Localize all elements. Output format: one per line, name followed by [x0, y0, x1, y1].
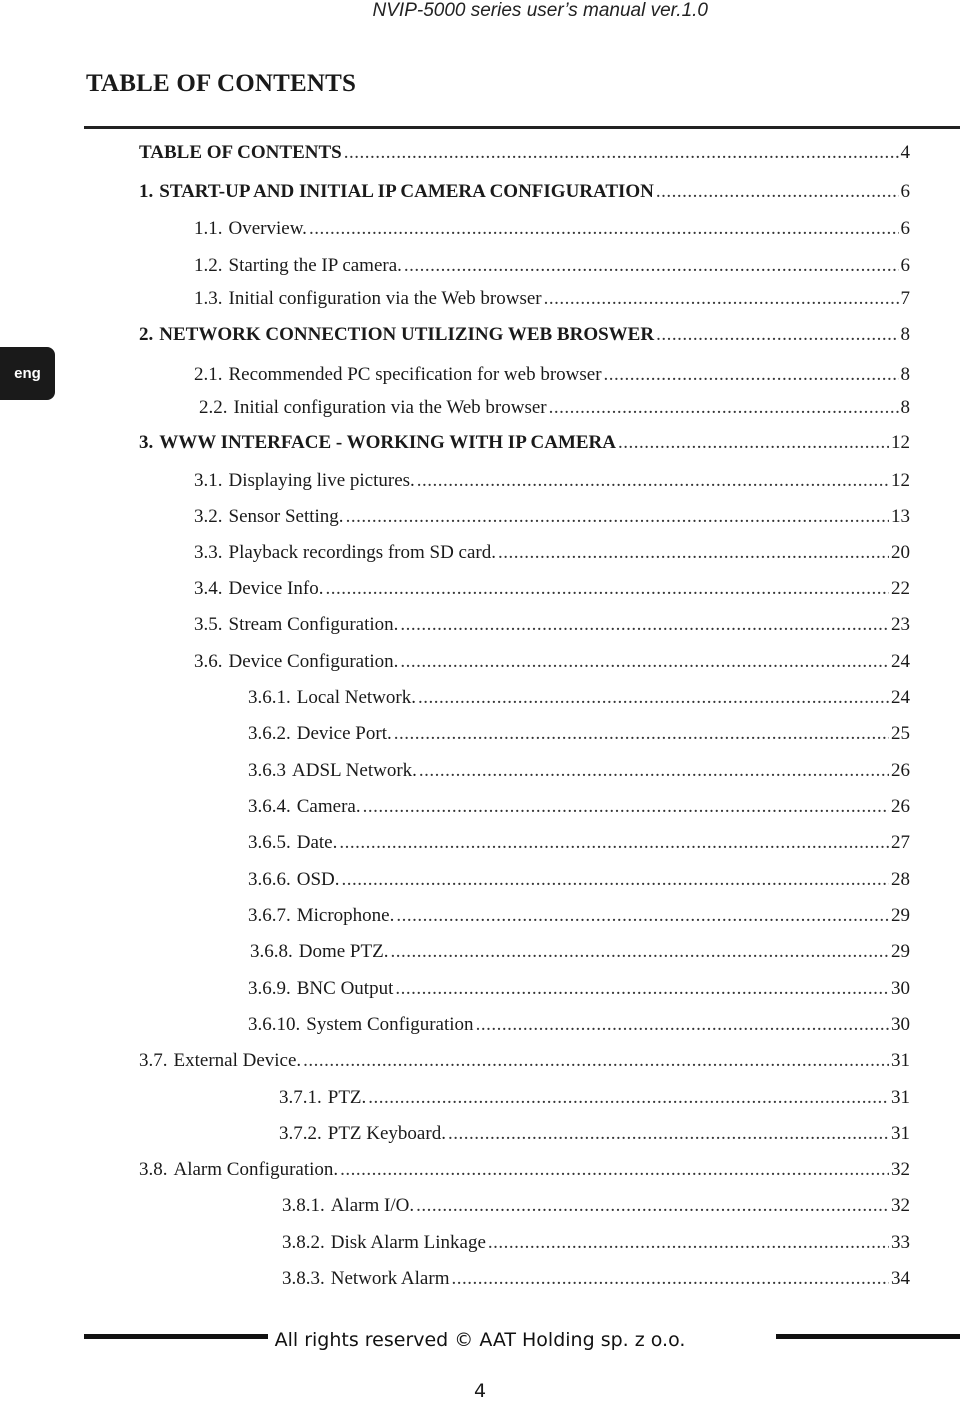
- toc-entry-title: Initial configuration via the Web browser: [233, 397, 547, 418]
- footer-copyright: All rights reserved © AAT Holding sp. z o.o.: [274, 1329, 686, 1351]
- toc-entry[interactable]: [139, 140, 910, 166]
- toc-entry-page: 4: [900, 142, 910, 163]
- toc-entry-number: 3.6.4.: [248, 796, 291, 817]
- toc-entry[interactable]: [248, 794, 910, 820]
- toc-entry[interactable]: [248, 685, 910, 711]
- page-number: 4: [473, 1380, 487, 1402]
- toc-entry[interactable]: [194, 576, 910, 602]
- toc-entry-page: 27: [891, 832, 910, 853]
- toc-entry-page: 29: [891, 941, 910, 962]
- toc-entry-title: NETWORK CONNECTION UTILIZING WEB BROSWER: [159, 324, 655, 345]
- toc-entry-label: [139, 140, 342, 166]
- toc-entry[interactable]: [282, 1230, 910, 1256]
- toc-entry-number: 1.3.: [194, 288, 223, 309]
- toc-dot-leader: [390, 939, 889, 965]
- toc-entry-title: Device Configuration.: [228, 651, 399, 672]
- toc-entry[interactable]: [248, 758, 910, 784]
- toc-entry[interactable]: [194, 540, 910, 566]
- toc-dot-leader: [618, 430, 889, 456]
- toc-entry-label: [282, 1230, 486, 1256]
- toc-entry-label: [282, 1266, 449, 1292]
- toc-entry-label: [282, 1193, 414, 1219]
- toc-dot-leader: [395, 976, 889, 1002]
- toc-entry-title: Displaying live pictures.: [228, 470, 415, 491]
- toc-entry-title: TABLE OF CONTENTS: [139, 142, 342, 163]
- toc-entry-number: 3.6.5.: [248, 832, 291, 853]
- toc-entry-number: 1.2.: [194, 255, 223, 276]
- toc-entry[interactable]: [279, 1121, 910, 1147]
- toc-entry-page: 12: [891, 470, 910, 491]
- toc-entry-page: 30: [891, 978, 910, 999]
- toc-entry-page: 6: [900, 255, 910, 276]
- toc-dot-leader: [419, 758, 889, 784]
- toc-entry-number: 1.1.: [194, 218, 223, 239]
- toc-entry-page: 26: [891, 796, 910, 817]
- toc-dot-leader: [400, 612, 889, 638]
- toc-entry[interactable]: [194, 216, 910, 242]
- toc-entry[interactable]: [199, 395, 910, 421]
- toc-entry[interactable]: [194, 362, 910, 388]
- toc-entry-label: [194, 649, 398, 675]
- toc-dot-leader: [368, 1085, 889, 1111]
- toc-entry-number: 3.6.7.: [248, 905, 291, 926]
- language-tab: eng: [0, 347, 55, 400]
- toc-entry-number: 3.1.: [194, 470, 223, 491]
- toc-entry-number: 3.6.8.: [250, 941, 293, 962]
- toc-entry[interactable]: [282, 1193, 910, 1219]
- toc-dot-leader: [544, 286, 899, 312]
- toc-entry[interactable]: [194, 253, 910, 279]
- toc-dot-leader: [448, 1121, 889, 1147]
- toc-entry-page: 7: [900, 288, 910, 309]
- header-rule: [84, 126, 960, 129]
- toc-entry-title: System Configuration: [306, 1014, 474, 1035]
- toc-entry-label: [248, 758, 417, 784]
- toc-entry-page: 22: [891, 578, 910, 599]
- toc-dot-leader: [656, 179, 899, 205]
- toc-entry-label: [248, 903, 394, 929]
- toc-entry-number: 3.6.2.: [248, 723, 291, 744]
- toc-dot-leader: [498, 540, 889, 566]
- toc-entry-page: 30: [891, 1014, 910, 1035]
- page-title: TABLE OF CONTENTS: [86, 70, 357, 97]
- toc-entry-page: 28: [891, 869, 910, 890]
- toc-entry-page: 24: [891, 651, 910, 672]
- toc-entry-label: [139, 179, 654, 205]
- toc-dot-leader: [363, 794, 889, 820]
- toc-entry-label: [139, 1048, 301, 1074]
- toc-entry[interactable]: [194, 649, 910, 675]
- toc-entry-label: [279, 1121, 446, 1147]
- toc-entry[interactable]: [248, 976, 910, 1002]
- toc-entry[interactable]: [248, 867, 910, 893]
- toc-entry-page: 29: [891, 905, 910, 926]
- toc-entry-title: BNC Output: [296, 978, 394, 999]
- toc-entry-page: 32: [891, 1195, 910, 1216]
- toc-entry-title: Alarm Configuration.: [173, 1159, 339, 1180]
- toc-dot-leader: [394, 721, 889, 747]
- toc-entry-number: 3.6.10.: [248, 1014, 301, 1035]
- toc-entry-page: 8: [900, 397, 910, 418]
- toc-entry-label: [139, 430, 616, 456]
- toc-dot-leader: [656, 322, 898, 348]
- toc-entry[interactable]: [248, 721, 910, 747]
- toc-entry[interactable]: [279, 1085, 910, 1111]
- toc-entry-label: [250, 939, 388, 965]
- toc-entry-page: 6: [900, 218, 910, 239]
- toc-entry[interactable]: [139, 322, 910, 348]
- toc-entry-label: [194, 468, 415, 494]
- toc-entry[interactable]: [248, 830, 910, 856]
- toc-entry-title: Initial configuration via the Web browser: [228, 288, 542, 309]
- toc-entry-label: [199, 395, 547, 421]
- toc-entry-title: Disk Alarm Linkage: [330, 1232, 486, 1253]
- toc-dot-leader: [549, 395, 899, 421]
- toc-entry-label: [194, 362, 602, 388]
- toc-entry-page: 34: [891, 1268, 910, 1289]
- toc-entry-title: ADSL Network.: [292, 760, 417, 781]
- toc-dot-leader: [396, 903, 889, 929]
- toc-entry-label: [279, 1085, 366, 1111]
- toc-entry-label: [248, 867, 340, 893]
- toc-dot-leader: [303, 1048, 889, 1074]
- toc-entry-number: 3.6.6.: [248, 869, 291, 890]
- toc-dot-leader: [418, 685, 889, 711]
- toc-entry-label: [248, 721, 392, 747]
- toc-entry-page: 8: [900, 324, 910, 345]
- toc-dot-leader: [344, 140, 899, 166]
- toc-dot-leader: [417, 468, 889, 494]
- toc-entry-label: [248, 685, 416, 711]
- toc-entry-label: [139, 322, 654, 348]
- toc-dot-leader: [451, 1266, 889, 1292]
- toc-entry-page: 24: [891, 687, 910, 708]
- toc-entry[interactable]: [139, 1048, 910, 1074]
- toc-entry[interactable]: [250, 939, 910, 965]
- toc-entry[interactable]: [248, 903, 910, 929]
- toc-entry-title: PTZ.: [327, 1087, 367, 1108]
- toc-entry-number: 3.8.1.: [282, 1195, 325, 1216]
- toc-entry-number: 3.7.2.: [279, 1123, 322, 1144]
- toc-entry-number: 3.3.: [194, 542, 223, 563]
- toc-entry-page: 25: [891, 723, 910, 744]
- toc-entry-number: 3.6.9.: [248, 978, 291, 999]
- toc-entry-page: 6: [900, 181, 910, 202]
- toc-entry-label: [194, 216, 307, 242]
- toc-entry-label: [194, 504, 344, 530]
- toc-entry-label: [139, 1157, 338, 1183]
- toc-entry-number: 3.4.: [194, 578, 223, 599]
- toc-entry[interactable]: [139, 430, 910, 456]
- toc-dot-leader: [340, 1157, 889, 1183]
- toc-entry-page: 13: [891, 506, 910, 527]
- toc-entry-title: Local Network.: [296, 687, 416, 708]
- toc-entry-number: 3.8.2.: [282, 1232, 325, 1253]
- toc-entry-title: Sensor Setting.: [228, 506, 344, 527]
- toc-entry-label: [194, 576, 323, 602]
- toc-dot-leader: [346, 504, 889, 530]
- toc-dot-leader: [416, 1193, 889, 1219]
- toc-entry-page: 12: [891, 432, 910, 453]
- toc-entry-label: [194, 286, 542, 312]
- toc-entry-title: Recommended PC specification for web browser: [228, 364, 602, 385]
- toc-entry-number: 2.2.: [199, 397, 228, 418]
- toc-dot-leader: [604, 362, 899, 388]
- toc-entry-number: 3.: [139, 432, 154, 453]
- toc-entry-label: [248, 976, 393, 1002]
- toc-entry-label: [248, 830, 337, 856]
- toc-entry-title: Camera.: [296, 796, 361, 817]
- toc-entry[interactable]: [282, 1266, 910, 1292]
- toc-entry-title: Device Port.: [296, 723, 392, 744]
- toc-entry-title: Date.: [296, 832, 338, 853]
- toc-entry-label: [194, 612, 398, 638]
- toc-entry-title: Overview.: [228, 218, 307, 239]
- toc-entry-title: Playback recordings from SD card.: [228, 542, 497, 563]
- toc-entry-title: External Device.: [173, 1050, 302, 1071]
- toc-dot-leader: [404, 253, 899, 279]
- toc-entry-title: Dome PTZ.: [298, 941, 389, 962]
- toc-entry-number: 3.6.: [194, 651, 223, 672]
- toc-dot-leader: [488, 1230, 889, 1256]
- toc-entry-page: 23: [891, 614, 910, 635]
- toc-entry-number: 3.8.3.: [282, 1268, 325, 1289]
- toc-entry-label: [248, 794, 361, 820]
- toc-entry-label: [194, 540, 496, 566]
- toc-entry[interactable]: [194, 612, 910, 638]
- toc-entry[interactable]: [194, 504, 910, 530]
- toc-entry-title: Microphone.: [296, 905, 395, 926]
- toc-dot-leader: [325, 576, 889, 602]
- toc-entry-page: 26: [891, 760, 910, 781]
- toc-entry-title: START-UP AND INITIAL IP CAMERA CONFIGURATION: [159, 181, 654, 202]
- toc-entry-page: 32: [891, 1159, 910, 1180]
- toc-entry-number: 3.7.: [139, 1050, 168, 1071]
- toc-dot-leader: [400, 649, 889, 675]
- toc-entry-number: 3.7.1.: [279, 1087, 322, 1108]
- toc-dot-leader: [476, 1012, 889, 1038]
- toc-entry-number: 2.: [139, 324, 154, 345]
- toc-entry-title: Network Alarm: [330, 1268, 450, 1289]
- toc-entry-title: OSD.: [296, 869, 340, 890]
- toc-entry-number: 3.6.1.: [248, 687, 291, 708]
- toc-entry-page: 31: [891, 1050, 910, 1071]
- toc-entry-number: 3.5.: [194, 614, 223, 635]
- toc-entry-label: [248, 1012, 474, 1038]
- toc-dot-leader: [342, 867, 889, 893]
- toc-entry-title: Device Info.: [228, 578, 324, 599]
- toc-entry-number: 2.1.: [194, 364, 223, 385]
- toc-entry[interactable]: [194, 468, 910, 494]
- toc-entry-page: 8: [900, 364, 910, 385]
- toc-entry[interactable]: [139, 179, 910, 205]
- toc-entry-page: 33: [891, 1232, 910, 1253]
- toc-entry-title: Stream Configuration.: [228, 614, 399, 635]
- toc-entry-page: 31: [891, 1087, 910, 1108]
- toc-entry-title: WWW INTERFACE - WORKING WITH IP CAMERA: [159, 432, 617, 453]
- running-header: NVIP-5000 series user’s manual ver.1.0: [372, 0, 708, 21]
- toc-entry-number: 3.6.3: [248, 760, 286, 781]
- toc-entry-number: 1.: [139, 181, 154, 202]
- toc-entry-label: [194, 253, 402, 279]
- toc-entry-page: 20: [891, 542, 910, 563]
- toc-dot-leader: [309, 216, 899, 242]
- toc-entry[interactable]: [194, 286, 910, 312]
- toc-entry-title: Alarm I/O.: [330, 1195, 415, 1216]
- toc-entry[interactable]: [248, 1012, 910, 1038]
- toc-entry-title: Starting the IP camera.: [228, 255, 402, 276]
- toc-entry[interactable]: [139, 1157, 910, 1183]
- toc-entry-number: 3.8.: [139, 1159, 168, 1180]
- toc-dot-leader: [339, 830, 889, 856]
- toc-entry-number: 3.2.: [194, 506, 223, 527]
- toc-entry-page: 31: [891, 1123, 910, 1144]
- toc-entry-title: PTZ Keyboard.: [327, 1123, 446, 1144]
